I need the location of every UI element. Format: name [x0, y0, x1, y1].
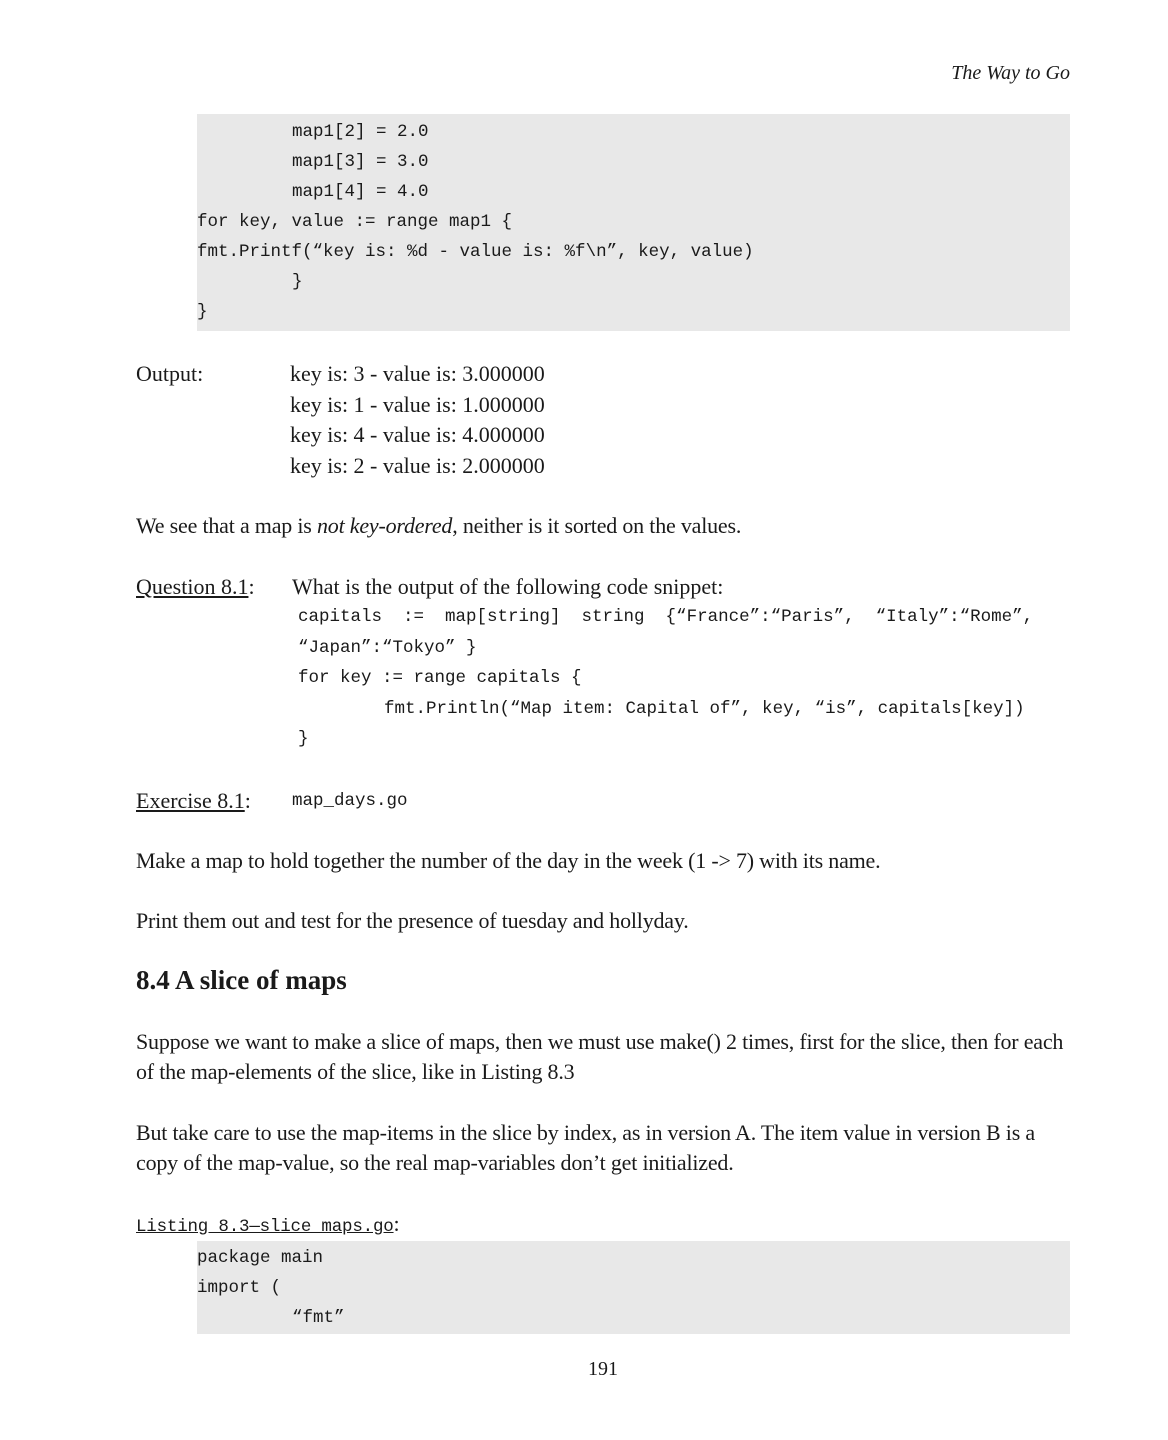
code-line: map1[4] = 4.0	[292, 182, 429, 202]
page-number: 191	[588, 1357, 618, 1380]
question-body	[292, 572, 1070, 755]
paragraph-exercise: Make a map to hold together the number of the day in the week (1 -> 7) with its name.	[136, 847, 881, 873]
code-line: “fmt”	[292, 1307, 345, 1328]
paragraph-slice: Suppose we want to make a slice of maps, then we must use make() 2 times, first for the slice, then for each of the map-elements of the slice, like in Listing 8.3	[136, 1028, 1064, 1084]
code-line: fmt.Println(“Map item: Capital of”, key, “is”, capitals[key])	[384, 698, 1025, 719]
colon: :	[248, 574, 255, 599]
exercise-heading	[136, 786, 292, 816]
page-body	[0, 114, 1168, 1381]
running-header: The Way to Go	[951, 62, 1070, 84]
question-label: Question 8.1	[136, 574, 249, 599]
exercise-file: map_days.go	[292, 790, 408, 811]
question-heading	[136, 572, 292, 755]
code-block-listing	[197, 1241, 1070, 1334]
colon: :	[393, 1210, 400, 1236]
listing-label[interactable]: Listing 8.3—slice_maps.go	[136, 1216, 394, 1237]
code-line: }	[292, 272, 303, 292]
colon: :	[244, 787, 251, 813]
code-line: for key, value := range map1 {	[197, 212, 513, 232]
paragraph-not-ordered	[136, 511, 1070, 541]
output-line: key is: 4 - value is: 4.000000	[290, 422, 545, 447]
output-line: key is: 3 - value is: 3.000000	[290, 361, 545, 386]
code-line: capitals := map[string] string {“France”:“Paris”, “Italy”:“Rome”,	[298, 607, 1034, 627]
output-lines	[290, 359, 545, 481]
question-text: What is the output of the following code snippet:	[292, 574, 724, 599]
text: , neither is it sorted on the values.	[452, 513, 742, 538]
question-block	[136, 572, 1070, 755]
listing-caption	[136, 1210, 1070, 1241]
paragraph-version: But take care to use the map-items in the slice by index, as in version A. The item value in version B is a copy of the map-value, so the real map-variables don’t get initialized.	[136, 1119, 1035, 1175]
code-line: map1[3] = 3.0	[292, 152, 429, 172]
exercise-block	[136, 786, 1070, 816]
section-title: 8.4 A slice of maps	[136, 964, 347, 995]
emphasis: not key-ordered	[316, 513, 453, 538]
code-line: fmt.Printf(“key is: %d - value is: %f\n”, key, value)	[197, 242, 754, 262]
output-line: key is: 1 - value is: 1.000000	[290, 391, 545, 417]
output-block	[136, 359, 1070, 481]
code-block-map1	[197, 114, 1070, 331]
code-line: import (	[197, 1277, 282, 1298]
question-code	[298, 602, 1070, 755]
paragraph-print: Print them out and test for the presence of tuesday and hollyday.	[136, 907, 689, 933]
exercise-label: Exercise 8.1	[136, 787, 245, 813]
code-line: “Japan”:“Tokyo” }	[298, 637, 477, 658]
code-line: package main	[197, 1247, 324, 1268]
code-line: map1[2] = 2.0	[292, 122, 429, 142]
code-line: for key := range capitals {	[298, 668, 582, 688]
output-line: key is: 2 - value is: 2.000000	[290, 452, 545, 478]
code-line: }	[298, 729, 309, 749]
code-line: }	[197, 302, 208, 322]
output-label: Output:	[136, 361, 204, 386]
text: We see that a map is	[136, 513, 317, 538]
